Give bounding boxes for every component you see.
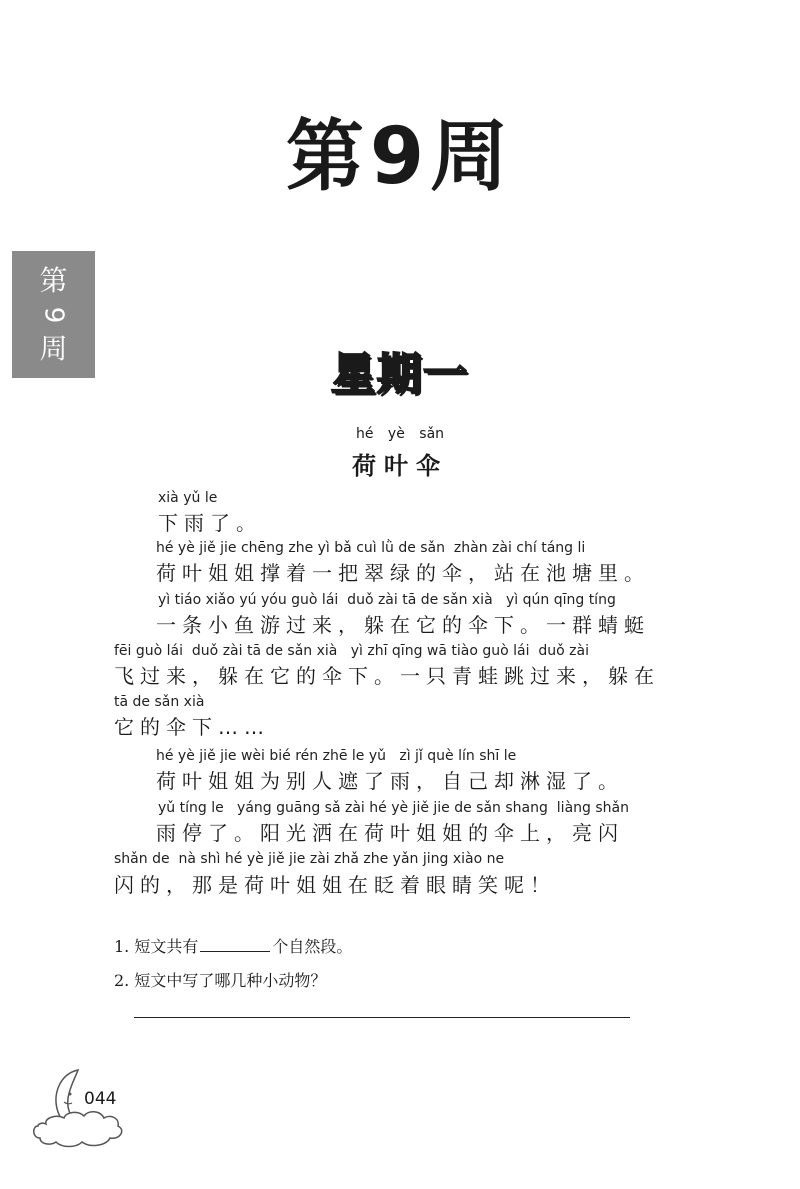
question-1-before: 1. 短文共有: [114, 937, 199, 956]
text-line-2: 荷叶姐姐撑着一把翠绿的伞，站在池塘里。: [156, 561, 650, 585]
answer-line[interactable]: [134, 1017, 630, 1018]
pinyin-line-1: xià yǔ le: [158, 490, 218, 506]
text-line-4: 飞过来，躲在它的伞下。一只青蛙跳过来，躲在: [114, 664, 660, 688]
question-2: 2. 短文中写了哪几种小动物？: [114, 971, 327, 990]
question-1-blank[interactable]: [200, 951, 270, 952]
week-title: 第9周: [285, 112, 515, 202]
pinyin-line-4: fēi guò lái duǒ zài tā de sǎn xià yì zhī qīng wā tiào guò lái duǒ zài: [114, 643, 589, 659]
side-tab-char-2: 9: [38, 306, 69, 323]
page-number: 044: [84, 1089, 117, 1109]
day-title: 星期一: [331, 349, 469, 400]
side-tab-char-1: 第: [39, 263, 68, 297]
question-1: [114, 934, 352, 957]
pinyin-line-8: shǎn de nà shì hé yè jiě jie zài zhǎ zhe yǎn jing xiào ne: [114, 851, 505, 867]
side-tab-char-3: 周: [39, 331, 68, 365]
pinyin-line-7: yǔ tíng le yáng guāng sǎ zài hé yè jiě jie de sǎn shang liàng shǎn: [158, 800, 629, 816]
story-title-pinyin: hé yè sǎn: [355, 426, 445, 442]
text-line-1: 下雨了。: [158, 511, 262, 535]
story-title: 荷叶伞: [352, 452, 448, 480]
pinyin-line-6: hé yè jiě jie wèi bié rén zhē le yǔ zì jǐ què lín shī le: [156, 748, 517, 764]
text-line-5: 它的伞下……: [114, 715, 270, 739]
pinyin-line-3: yì tiáo xiǎo yú yóu guò lái duǒ zài tā de sǎn xià yì qún qīng tíng: [158, 592, 616, 608]
pinyin-line-2: hé yè jiě jie chēng zhe yì bǎ cuì lǜ de sǎn zhàn zài chí táng li: [156, 540, 586, 556]
pinyin-line-5: tā de sǎn xià: [114, 694, 205, 710]
question-1-after: 个自然段。: [272, 937, 353, 956]
text-line-7: 雨停了。阳光洒在荷叶姐姐的伞上，亮闪: [156, 821, 624, 845]
text-line-3: 一条小鱼游过来，躲在它的伞下。一群蜻蜓: [156, 613, 650, 637]
text-line-6: 荷叶姐姐为别人遮了雨，自己却淋湿了。: [156, 769, 624, 793]
text-line-8: 闪的，那是荷叶姐姐在眨着眼睛笑呢！: [114, 873, 556, 897]
